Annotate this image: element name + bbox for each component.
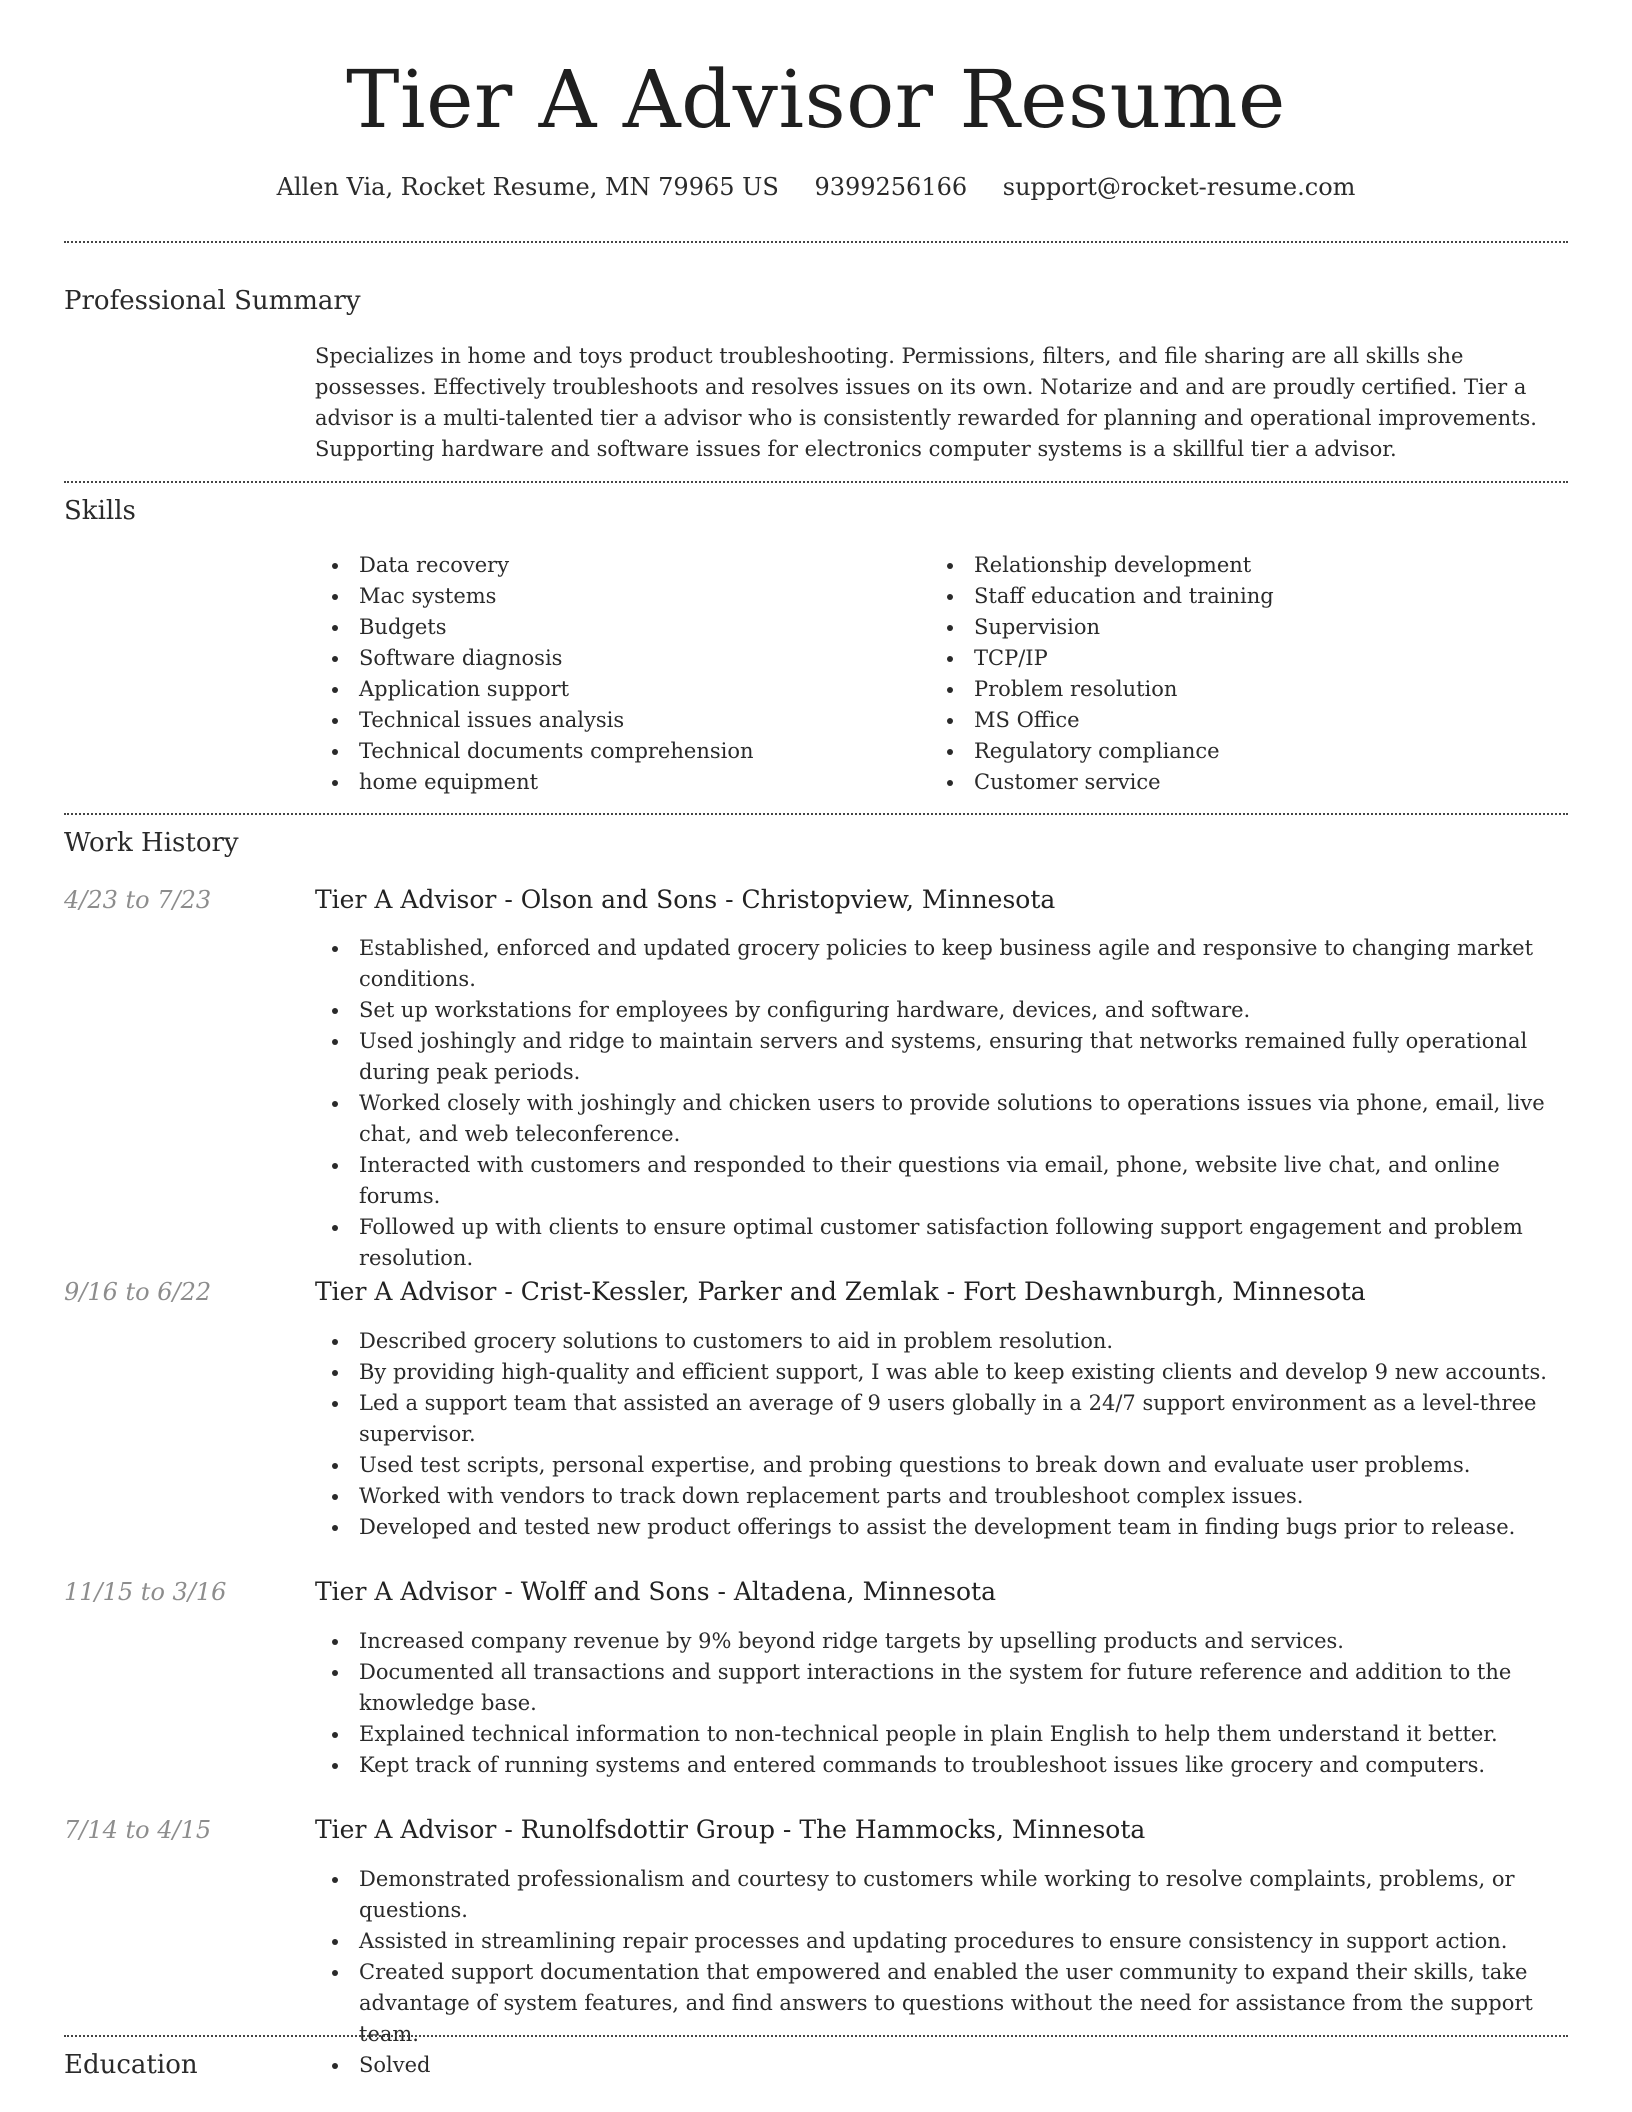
skill-item: Data recovery xyxy=(315,550,915,581)
divider xyxy=(64,2035,1568,2037)
divider xyxy=(64,241,1568,243)
divider xyxy=(64,813,1568,815)
job-bullet: Interacted with customers and responded to their questions via email, phone, website live chat, and online forums. xyxy=(315,1150,1575,1212)
job-dates: 11/15 to 3/16 xyxy=(64,1578,227,1606)
job-dates: 9/16 to 6/22 xyxy=(64,1278,212,1306)
skill-item: Technical documents comprehension xyxy=(315,736,915,767)
job-bullet: Assisted in streamlining repair processes and updating procedures to ensure consistency in support action. xyxy=(315,1926,1575,1957)
job-bullet: Described grocery solutions to customers to aid in problem resolution. xyxy=(315,1326,1575,1357)
job-bullet: Solved xyxy=(315,2050,1575,2081)
job-bullet: Set up workstations for employees by configuring hardware, devices, and software. xyxy=(315,995,1575,1026)
skill-item: Software diagnosis xyxy=(315,643,915,674)
skills-heading: Skills xyxy=(64,496,136,526)
job-bullet: Used joshingly and ridge to maintain servers and systems, ensuring that networks remained fully operational during peak periods. xyxy=(315,1026,1575,1088)
skill-item: Budgets xyxy=(315,612,915,643)
job-bullet: Documented all transactions and support interactions in the system for future reference and addition to the knowledge base. xyxy=(315,1657,1575,1719)
skills-list-right xyxy=(930,550,1530,798)
job-dates: 7/14 to 4/15 xyxy=(64,1816,212,1844)
contact-address: Allen Via, Rocket Resume, MN 79965 US xyxy=(276,173,779,201)
skill-item: home equipment xyxy=(315,767,915,798)
job-bullet: Increased company revenue by 9% beyond ridge targets by upselling products and services. xyxy=(315,1626,1575,1657)
job-bullet: Created support documentation that empowered and enabled the user community to expand their skills, take advantage of system features, and find answers to questions without the need for assistance from the support team. xyxy=(315,1957,1575,2050)
job-bullet: By providing high-quality and efficient support, I was able to keep existing clients and develop 9 new accounts. xyxy=(315,1357,1575,1388)
skill-item: Problem resolution xyxy=(930,674,1530,705)
job-title: Tier A Advisor - Olson and Sons - Christopview, Minnesota xyxy=(315,885,1056,914)
skill-item: Application support xyxy=(315,674,915,705)
job-title: Tier A Advisor - Runolfsdottir Group - The Hammocks, Minnesota xyxy=(315,1815,1146,1844)
work-heading: Work History xyxy=(64,828,239,858)
divider xyxy=(64,481,1568,483)
skills-list-left xyxy=(315,550,915,798)
job-title: Tier A Advisor - Crist-Kessler, Parker and Zemlak - Fort Deshawnburgh, Minnesota xyxy=(315,1277,1366,1306)
job-bullet: Followed up with clients to ensure optimal customer satisfaction following support engagement and problem resolution. xyxy=(315,1212,1575,1274)
job-bullet: Kept track of running systems and entered commands to troubleshoot issues like grocery and computers. xyxy=(315,1750,1575,1781)
job-bullet: Worked closely with joshingly and chicken users to provide solutions to operations issues via phone, email, live chat, and web teleconference. xyxy=(315,1088,1575,1150)
skill-item: MS Office xyxy=(930,705,1530,736)
resume-title: Tier A Advisor Resume xyxy=(346,53,1286,146)
contact-phone: 9399256166 xyxy=(814,173,968,201)
contact-line xyxy=(0,170,1632,204)
job-bullets xyxy=(315,1864,1575,2081)
job-bullet: Used test scripts, personal expertise, and probing questions to break down and evaluate user problems. xyxy=(315,1450,1575,1481)
skill-item: Mac systems xyxy=(315,581,915,612)
summary-heading: Professional Summary xyxy=(64,286,361,316)
skill-item: Staff education and training xyxy=(930,581,1530,612)
job-bullets xyxy=(315,1326,1575,1543)
skill-item: Regulatory compliance xyxy=(930,736,1530,767)
job-bullets xyxy=(315,1626,1575,1781)
job-bullet: Established, enforced and updated grocery policies to keep business agile and responsive to changing market conditions. xyxy=(315,933,1575,995)
skill-item: Customer service xyxy=(930,767,1530,798)
skill-item: TCP/IP xyxy=(930,643,1530,674)
job-bullet: Explained technical information to non-technical people in plain English to help them understand it better. xyxy=(315,1719,1575,1750)
job-bullet: Worked with vendors to track down replacement parts and troubleshoot complex issues. xyxy=(315,1481,1575,1512)
job-bullets xyxy=(315,933,1575,1274)
job-dates: 4/23 to 7/23 xyxy=(64,886,212,914)
education-heading: Education xyxy=(64,2050,198,2080)
summary-text: Specializes in home and toys product troubleshooting. Permissions, filters, and file sharing are all skills she possesses. Effectively troubleshoots and resolves issues on its own. Notarize and and are proudly certified. Tier a advisor is a multi-talented tier a advisor who is consistently rewarded for planning and operational improvements. Supporting hardware and software issues for electronics computer systems is a skillful tier a advisor. xyxy=(315,344,1537,461)
job-bullet: Demonstrated professionalism and courtesy to customers while working to resolve complaints, problems, or questions. xyxy=(315,1864,1575,1926)
job-bullet: Developed and tested new product offerings to assist the development team in finding bugs prior to release. xyxy=(315,1512,1575,1543)
skill-item: Supervision xyxy=(930,612,1530,643)
contact-email: support@rocket-resume.com xyxy=(1002,173,1356,201)
job-bullet: Led a support team that assisted an average of 9 users globally in a 24/7 support environment as a level-three supervisor. xyxy=(315,1388,1575,1450)
skill-item: Technical issues analysis xyxy=(315,705,915,736)
skill-item: Relationship development xyxy=(930,550,1530,581)
job-title: Tier A Advisor - Wolff and Sons - Altadena, Minnesota xyxy=(315,1577,996,1606)
